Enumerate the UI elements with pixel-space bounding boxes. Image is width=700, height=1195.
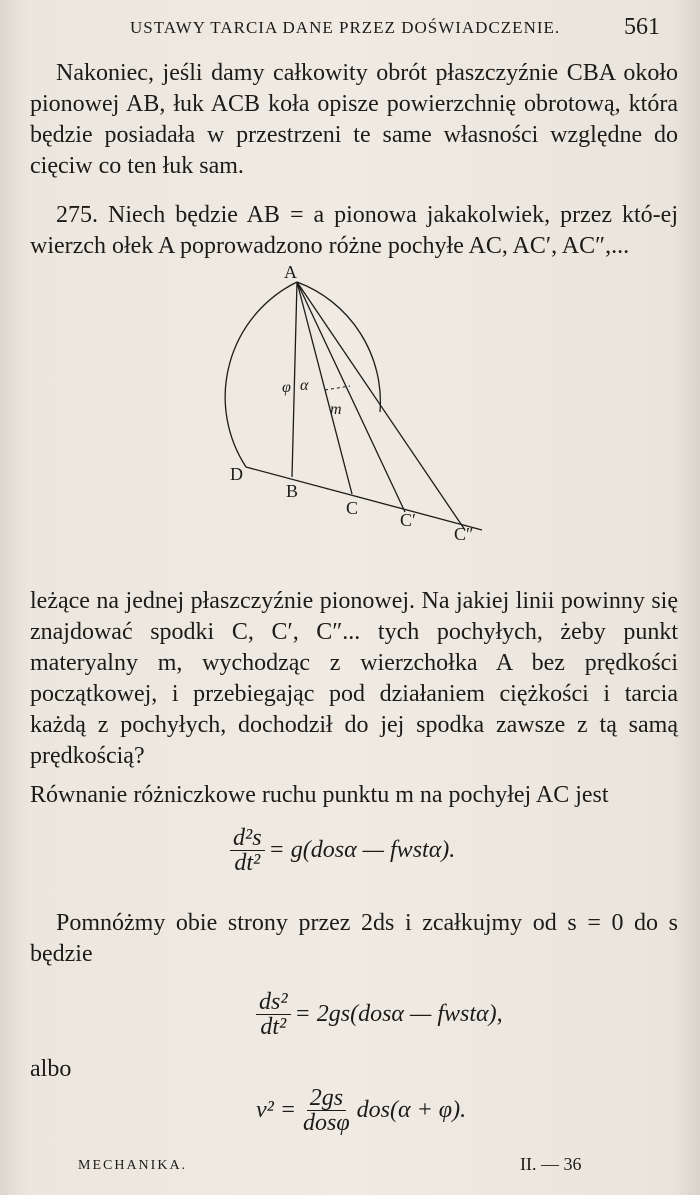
eq1-denominator: dt² [234,850,261,876]
paragraph-4-block [30,780,678,811]
equation-1 [226,826,455,875]
label-C1: C′ [400,510,416,530]
paragraph-1: Nakoniec, jeśli damy całkowity obrót płaszczyźnie CBA około pionowej AB, łuk ACB koła opisze powierzchnię obrotową, która będzie posiadała w przestrzeni te same własności względne do cięciw co ten łuk sam. [30,60,678,179]
label-C2: C″ [454,524,474,542]
equation-3 [256,1086,466,1135]
label-B: B [286,481,299,501]
base-line [246,467,482,530]
paragraph-6: albo [30,1056,72,1082]
paragraph-2-block [30,200,678,262]
paragraph-5-block [30,908,678,970]
page-number: 561 [624,14,660,40]
footer-sheet-number: II. — 36 [520,1154,582,1174]
arc-curve [225,282,297,467]
eq3-numerator: 2gs [307,1086,346,1111]
eq1-rhs: = g(dosα — fwstα). [268,837,456,863]
eq2-rhs: = 2gs(dosα — fwstα), [294,1001,503,1027]
eq3-lhs: v² = [256,1097,297,1123]
equation-3-fraction [300,1086,353,1135]
equation-2 [252,990,503,1039]
eq1-numerator: d²s [230,826,265,851]
paragraph-3: leżące na jednej płaszczyźnie pionowej. Na jakiej linii powinny się znajdować spodki C, C′, C″... tych pochyłych, żeby punkt materyalny m, wychodząc z wierzchołka A bez prędkości początkowej, i przebiegając pod działaniem ciężkości i tarcia każdą z pochyłych, dochodził do jej spodka zawsze z tą samą prędkością? [30,588,678,769]
geometry-diagram [200,262,500,542]
line-AB [292,282,297,477]
eq3-rhs: dos(α + φ). [356,1097,467,1123]
paragraph-2: 275. Niech będzie AB = a pionowa jakakolwiek, przez któ-ej wierzch ołek A poprowadzono różne pochyłe AC, AC′, AC″,... [30,202,678,259]
footer-signature: MECHANIKA. [78,1158,188,1173]
equation-1-fraction [230,826,265,875]
label-D: D [230,464,243,484]
eq2-numerator: ds² [256,990,291,1015]
label-A: A [284,262,297,282]
label-phi: φ [282,379,291,396]
line-AC2 [297,282,465,530]
header-title: USTAWY TARCIA DANE PRZEZ DOŚWIADCZENIE. [130,18,561,37]
paragraph-4: Równanie różniczkowe ruchu punktu m na pochyłej AC jest [30,782,609,808]
paragraph-3-block [30,586,678,772]
label-m: m [330,401,342,418]
equation-2-fraction [256,990,291,1039]
running-header [130,14,660,40]
label-C: C [346,498,359,518]
line-AC1 [297,282,405,512]
eq3-denominator: dosφ [303,1110,350,1136]
paragraph-1-block [30,58,678,182]
eq2-denominator: dt² [260,1014,287,1040]
label-alpha: α [300,377,309,394]
paragraph-5: Pomnóżmy obie strony przez 2ds i zcałkujmy od s = 0 do s będzie [30,910,678,967]
paragraph-6-block [30,1054,678,1085]
